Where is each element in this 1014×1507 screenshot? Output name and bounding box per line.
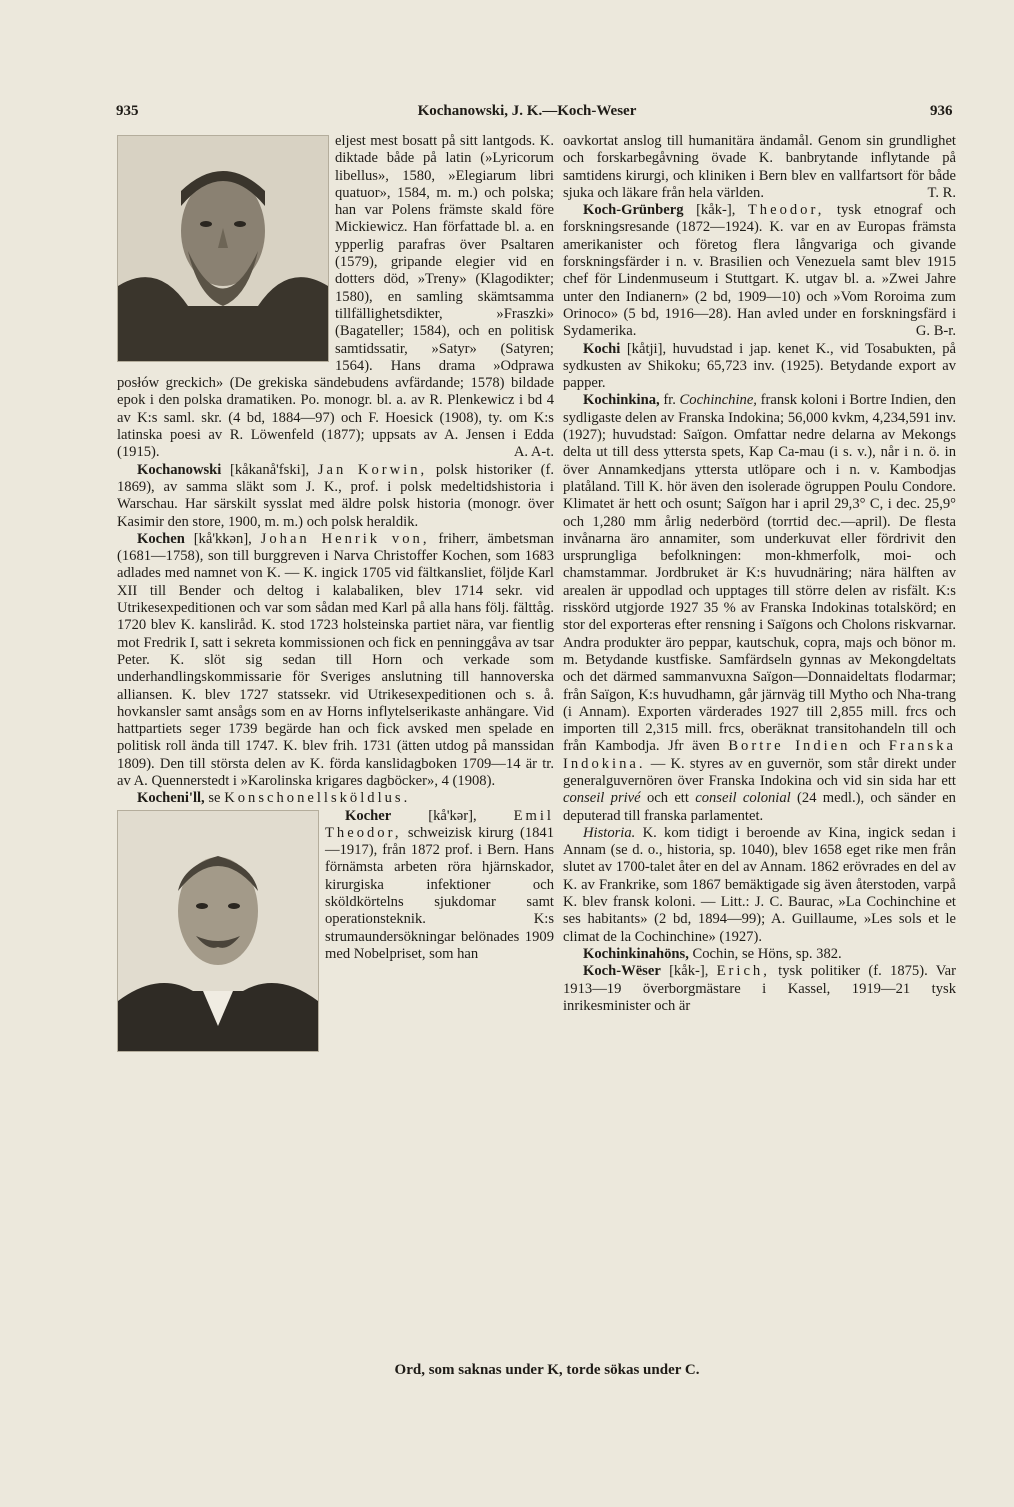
headword-koch-grunberg: Koch-Grünberg bbox=[583, 202, 684, 219]
person-name: Johan Henrik von, bbox=[260, 530, 430, 547]
entry-kocher bbox=[117, 808, 554, 964]
entry-text: se bbox=[208, 790, 221, 807]
headword-kochenill: Kocheni'll, bbox=[137, 790, 205, 807]
person-name: Theodor, bbox=[747, 202, 825, 219]
entry-kochanowski-j-k-continued bbox=[117, 133, 554, 462]
headword-kochen: Kochen bbox=[137, 530, 185, 547]
headword-kochinkinahons: Kochinkinahöns, bbox=[583, 945, 689, 962]
pronunciation: [kå'kkən], bbox=[193, 530, 252, 547]
person-name: Erich, bbox=[716, 963, 770, 980]
entry-text: oavkortat anslog till humanitära ändamål. Genom sin grundlighet och forskarbegåvning övade K. banbrytande inflytande på samtidens kirurgi, och kliniken i Bern blev en vallfartsort för både sjuka och läkare från hela världen. bbox=[563, 133, 956, 201]
entry-kochen bbox=[117, 531, 554, 790]
entry-text: polsk historiker (f. 1869), av samma släkt som J. K., prof. i polsk medeltidshistoria i Warschau. Har särskilt sysslat med äldre polsk historia (monogr. över Kasimir den store, 1900, m. m.) och polsk heraldik. bbox=[117, 461, 554, 530]
pronunciation: [kåk-], bbox=[696, 202, 736, 219]
entry-kochinkinahons bbox=[563, 946, 956, 963]
portrait-bearded-man-icon bbox=[118, 136, 328, 361]
term-conseil-colonial: conseil colonial bbox=[695, 790, 791, 807]
entry-text: schweizisk kirurg (1841—1917), från 1872 prof. i Bern. Hans förnämsta arbeten röra hjärnskador, kirurgiska infektioner och sköldkörtelns sjukdomar samt operationsteknik. K:s strumaundersökningar belönades 1909 med Nobelpriset, som han bbox=[325, 824, 555, 962]
left-column bbox=[117, 133, 554, 1054]
entry-text: tysk politiker (f. 1875). Var 1913—19 överborgmästare i Kassel, 1919—21 tysk inrikesminister och är bbox=[563, 963, 956, 1014]
signature: G. B-r. bbox=[915, 323, 956, 340]
entry-kochi bbox=[563, 341, 956, 393]
running-header: Kochanowski, J. K.—Koch-Weser bbox=[417, 103, 637, 119]
entry-kochenill bbox=[117, 790, 554, 807]
entry-text: — K. styres av en guvernör, som står direkt under generalguvernören över Franska Indokina och vid sin sida har ett bbox=[563, 755, 956, 789]
entry-koch-grunberg bbox=[563, 202, 956, 340]
term-conseil-prive: conseil privé bbox=[563, 790, 641, 807]
conjunction: och ett bbox=[646, 790, 689, 807]
entry-text: Cochin, se Höns, sp. 382. bbox=[692, 945, 842, 962]
entry-text: [kåtji], huvudstad i jap. kenet K., vid Tosabukten, på sydkusten av Shikoku; 65,723 inv. (1925). Betydande export av papper. bbox=[563, 340, 956, 392]
footer-note: Ord, som saknas under K, torde sökas under C. bbox=[394, 1362, 700, 1378]
text-kochanowski-j-k: eljest mest bosatt på sitt lantgods. K. diktade både på latin (»Lyricorum libellus», 1580, »Elegiarum libri quatuor», 1584, m. m.) och polska; han var Polens främste skald före Mickiewicz. Han författade bl. a. en ypperlig parafras över Psaltaren (1579), gripande elegier vid en dotters död, »Treny» (Klagodikter; 1580), en samling skämtsamma tillfällighetsdikter, »Fraszki» (Bagateller; 1584), och en politisk samtidssatir, »Satyr» (Satyren; 1564). Hans drama »Odprawa posłów greckich» (De grekiska sändebudens avfärdande; 1578) bildade epok i den polska dramatiken. Po. monogr. bl. a. av R. Plenkewicz i bd 4 av K:s saml. skr. (4 bd, 1884—97) och F. Hoesick (1908), ty. om K:s latinska poesi av R. Löwenfeld (1877); uppsats av A. Jensen i Edda (1915). bbox=[117, 133, 554, 461]
headword-kochanowski: Kochanowski bbox=[137, 461, 222, 478]
person-name: Jan Korwin, bbox=[317, 461, 428, 478]
entry-text: fransk koloni i Bortre Indien, den sydligaste delen av Franska Indokina; 56,000 kvkm, 4,234,591 inv. (1927); huvudstad: Saïgon. Omfattar nedre delarna av Mekongs delta ut till dess yttersta spets, Kap Ca-mau (i s. v.), når i n. ö. in över Annamkedjans yttersta utlöpare och i n. v. Kambodjas platåland. Till K. hör även den isolerade ögruppen Poulu Condore. Klimatet är hett och osunt; Saïgon har i april 29,3° C, i dec. 25,9° och 1,280 mm årlig nederbörd (torrtid dec.—april). De flesta invånarna äro annamiter, som underkuvat eller fördrivit den ursprungliga befolkningen: mon-khmerfolk, moi- och chamstammar. Jordbruket är K:s huvudnäring; nära hälften av arealen är uppodlad och upptages till större delen av risfält. K:s risskörd utgjorde 1927 35 % av Franska Indokinas totalskörd; en stor del exporteras efter rensning i Saïgons och Cholons riskvarnar. Andra produkter äro peppar, kautschuk, copra, majs och bönor m. m. Betydande kustfiske. Samfärdseln gynnas av Mekongdeltats och det därmed sammanvuxna Saïgon—Donnaideltats flodarmar; från Saïgon, K:s huvudhamn, går järnväg till Mytho och Nha-trang (i Annam). Exporten värderades 1927 till 2,855 mill. frcs och importen till 2,315 mill. frcs, oberäknat transitohandeln till och från Kambodja. Jfr även bbox=[563, 392, 956, 755]
entry-text: friherr, ämbetsman (1681—1758), son till burggreven i Narva Christoffer Kochen, som 1683 adlades med namnet von K. — K. ingick 1705 vid fältkansliet, följde Karl XII till Bender och deltog i kalabaliken, blev 1714 sekr. vid Utrikesexpeditionen och var som sådan med Karl på alla hans följ. fälttåg. 1720 blev K. kansliråd. K. stod 1723 holsteinska partiet nära, var fientlig mot Fredrik I, satt i sekreta kommissionen och fick en penninggåva av tsar Peter. K. slöt sig sedan till Horn och verkade som underhandlingskommissarie för Sveriges anslutning till hannoverska alliansen. K. blev 1727 statssekr. vid Utrikesexpeditionen och s. å. hovkansler samt ansågs som en av Horns inflytelserikaste anhängare. Vid hattpartiets seger 1739 begärde han och fick avsked men spelade en politisk roll ända till 1747. K. blev frih. 1731 (ätten utdog på manssidan 1809). Den till största delen av K. förda kanslidagboken 1709—14 är tr. av A. Quennerstedt i »Karolinska krigares dagböcker», 4 (1908). bbox=[117, 530, 554, 789]
headword-kochi: Kochi bbox=[583, 340, 621, 357]
page-number-right: 936 bbox=[930, 103, 953, 119]
person-name: Emil Theodor, bbox=[325, 807, 554, 841]
cross-reference: Konschonellsköldlus. bbox=[224, 790, 411, 807]
page-number-left: 935 bbox=[116, 103, 139, 119]
headword-koch-weser: Koch-Wëser bbox=[583, 963, 661, 980]
portrait-jan-kochanowski bbox=[117, 135, 329, 362]
entry-kochinkina bbox=[563, 392, 956, 824]
right-column bbox=[563, 133, 956, 1015]
french-name: Cochinchine, bbox=[679, 392, 757, 409]
pronunciation: [kåkanå'fski], bbox=[229, 461, 310, 478]
cross-reference: Bortre Indien bbox=[728, 738, 851, 755]
entry-koch-weser bbox=[563, 963, 956, 1015]
section-heading-historia: Historia. bbox=[583, 824, 636, 841]
entry-text: K. kom tidigt i beroende av Kina, ingick sedan i Annam (se d. o., historia, sp. 1040), blev 1658 eget rike men från slutet av 1700-talet åter en del av Annam. 1862 erövrades en del av K. av Frankrike, som 1867 bemäktigade sig även återstoden, varpå K. blev fransk koloni. — Litt.: J. C. Baurac, »La Cochinchine et ses habitants» (2 bd, 1894—99); A. Guillaume, »Les sols et le climat de la Cochinchine» (1927). bbox=[563, 824, 956, 945]
conjunction: och bbox=[859, 738, 881, 755]
entry-kocher-continued bbox=[563, 133, 956, 202]
pronunciation: [kåk-], bbox=[669, 963, 709, 980]
pronunciation: [kå'kər], bbox=[428, 807, 477, 824]
headword-kochinkina: Kochinkina, bbox=[583, 392, 660, 409]
headword-kocher: Kocher bbox=[345, 807, 392, 824]
entry-kochinkina-historia bbox=[563, 825, 956, 946]
signature: A. A-t. bbox=[513, 444, 554, 461]
entry-text: (24 medl.), och sänder en deputerad till franska parlamentet. bbox=[563, 790, 956, 824]
cross-reference: Franska Indokina. bbox=[563, 738, 956, 772]
portrait-mustached-man-icon bbox=[118, 811, 318, 1051]
portrait-emil-theodor-kocher bbox=[117, 810, 319, 1052]
language-label: fr. bbox=[663, 392, 676, 409]
signature: T. R. bbox=[927, 184, 956, 201]
entry-text: tysk etnograf och forskningsresande (1872—1924). K. var en av Europas främsta amerikanister och företog flera långvariga och givande forskningsfärder i n. v. Brasilien och Venezuela samt blev 1915 chef för Lindenmuseum i Stuttgart. K. utgav bl. a. »Zwei Jahre unter den Indianern» (2 bd, 1909—10) och »Vom Roroima zum Orinoco» (5 bd, 1916—28). Han avled under en forskningsfärd i Sydamerika. bbox=[563, 202, 956, 340]
entry-kochanowski-jan-korwin bbox=[117, 462, 554, 531]
